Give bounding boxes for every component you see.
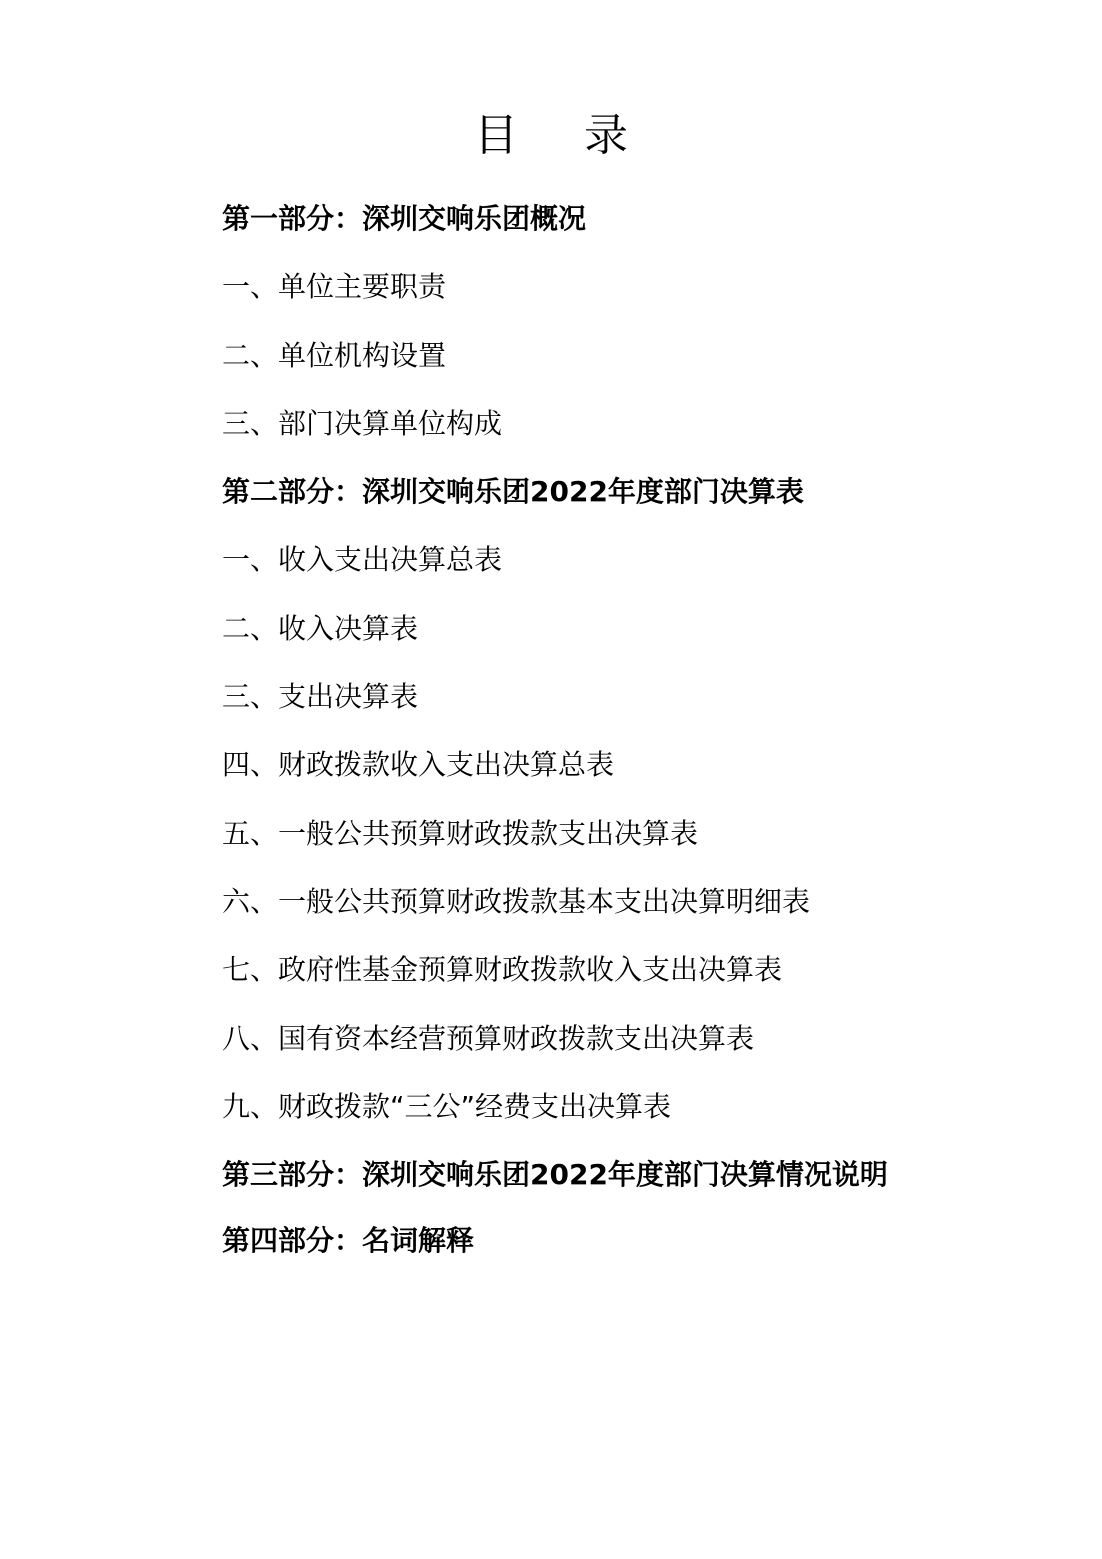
toc-item-2-2: 二、收入决算表 (222, 611, 419, 645)
toc-item-1-2: 二、单位机构设置 (222, 338, 447, 372)
page-title: 目 录 (474, 110, 654, 161)
toc-item-2-3: 三、支出决算表 (222, 680, 419, 714)
toc-item-2-9: 九、财政拨款“三公”经费支出决算表 (222, 1089, 672, 1123)
toc-item-2-4: 四、财政拨款收入支出决算总表 (222, 748, 615, 782)
table-of-contents (222, 198, 1042, 1262)
toc-item-2-1: 一、收入支出决算总表 (222, 543, 503, 577)
toc-part-2: 第二部分：深圳交响乐团2022年度部门决算表 (222, 475, 804, 509)
toc-part-4: 第四部分：名词解释 (222, 1224, 475, 1258)
toc-part-1: 第一部分：深圳交响乐团概况 (222, 202, 587, 235)
toc-item-1-3: 三、部门决算单位构成 (222, 406, 503, 440)
toc-item-2-7: 七、政府性基金预算财政拨款收入支出决算表 (222, 953, 783, 987)
toc-item-2-5: 五、一般公共预算财政拨款支出决算表 (222, 816, 699, 850)
toc-item-2-8: 八、国有资本经营预算财政拨款支出决算表 (222, 1021, 755, 1055)
toc-item-2-6: 六、一般公共预算财政拨款基本支出决算明细表 (222, 884, 811, 918)
toc-part-3: 第三部分：深圳交响乐团2022年度部门决算情况说明 (222, 1158, 888, 1192)
toc-item-1-1: 一、单位主要职责 (222, 270, 447, 304)
